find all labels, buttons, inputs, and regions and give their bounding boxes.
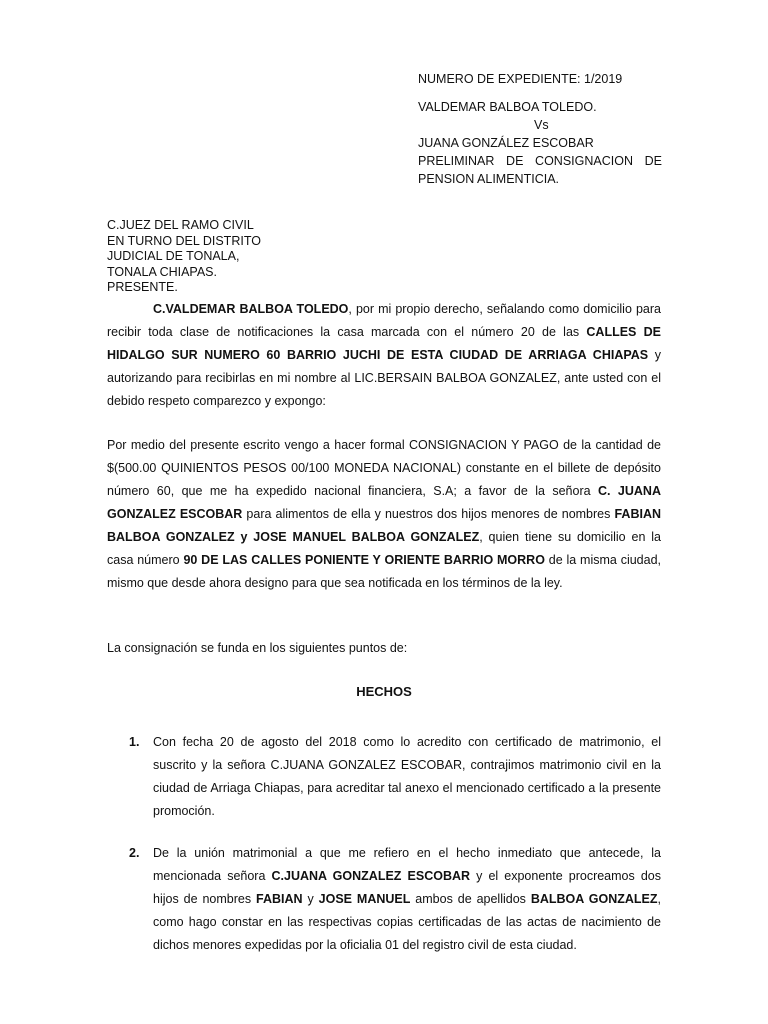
fact-text: De la unión matrimonial a que me refiero en el hecho inmediato que antecede, la mencionada señora C.JUANA GONZALEZ ESCOBAR y el exponente procreamos dos hijos de nombres FABIAN y JOSE MANUEL ambos de apellidos BALBOA GONZALEZ, como hago constar en las respectivas copias certificadas de las actas de nacimiento de dichos menores expedidas por la oficialia 01 del registro civil de esta ciudad. (153, 846, 661, 952)
addressee-line: JUDICIAL DE TONALA, (107, 249, 240, 263)
case-subject-line1: PRELIMINAR DE CONSIGNACION DE (418, 154, 662, 168)
fact-number: 1. (129, 735, 140, 749)
plaintiff-bold: C.VALDEMAR BALBOA TOLEDO (153, 302, 349, 316)
case-subject-line2: PENSION ALIMENTICIA. (418, 172, 560, 186)
consignment-paragraph: Por medio del presente escrito vengo a hacer formal CONSIGNACION Y PAGO de la cantidad de $(500.00 QUINIENTOS PESOS 00/100 MONEDA NACIONAL) constante en el billete de depósito número 60, que me ha expedido nacional financiera, S.A; a favor de la señora C. JUANA GONZALEZ ESCOBAR para alimentos de ella y nuestros dos hijos menores de nombres FABIAN BALBOA GONZALEZ y JOSE MANUEL BALBOA GONZALEZ, quien tiene su domicilio en la casa número 90 DE LAS CALLES PONIENTE Y ORIENTE BARRIO MORRO de la misma ciudad, mismo que desde ahora designo para que sea notificada en los términos de la ley. (107, 438, 662, 590)
fact-item (107, 842, 661, 957)
section-title-hechos: HECHOS (356, 684, 412, 699)
addressee-line: C.JUEZ DEL RAMO CIVIL (107, 218, 254, 232)
plaintiff-name: VALDEMAR BALBOA TOLEDO. (418, 100, 597, 114)
case-header (418, 70, 662, 188)
defendant-name: JUANA GONZÁLEZ ESCOBAR (418, 136, 594, 150)
fact-number: 2. (129, 846, 140, 860)
addressee-line: PRESENTE. (107, 280, 178, 294)
versus-label: Vs (534, 118, 549, 132)
fact-item (107, 731, 661, 823)
addressee-line: TONALA CHIAPAS. (107, 264, 217, 279)
addressee-block (107, 218, 261, 296)
addressee-line: EN TURNO DEL DISTRITO (107, 233, 261, 248)
grounds-intro: La consignación se funda en los siguientes puntos de: (107, 641, 408, 655)
case-number: NUMERO DE EXPEDIENTE: 1/2019 (418, 72, 623, 86)
address-bold: CALLES DE HIDALGO SUR NUMERO 60 BARRIO JUCHI DE ESTA CIUDAD DE ARRIAGA CHIAPAS (107, 325, 661, 362)
introduction-paragraph: C.VALDEMAR BALBOA TOLEDO, por mi propio derecho, señalando como domicilio para recibir toda clase de notificaciones la casa marcada con el número 20 de las CALLES DE HIDALGO SUR NUMERO 60 BARRIO JUCHI DE ESTA CIUDAD DE ARRIAGA CHIAPAS y autorizando para recibirlas en mi nombre al LIC.BERSAIN BALBOA GONZALEZ, ante usted con el debido respeto comparezco y expongo: (107, 302, 661, 408)
fact-text: Con fecha 20 de agosto del 2018 como lo acredito con certificado de matrimonio, el suscrito y la señora C.JUANA GONZALEZ ESCOBAR, contrajimos matrimonio civil en la ciudad de Arriaga Chiapas, para acreditar tal anexo el mencionado certificado a la presente promoción. (153, 735, 661, 818)
